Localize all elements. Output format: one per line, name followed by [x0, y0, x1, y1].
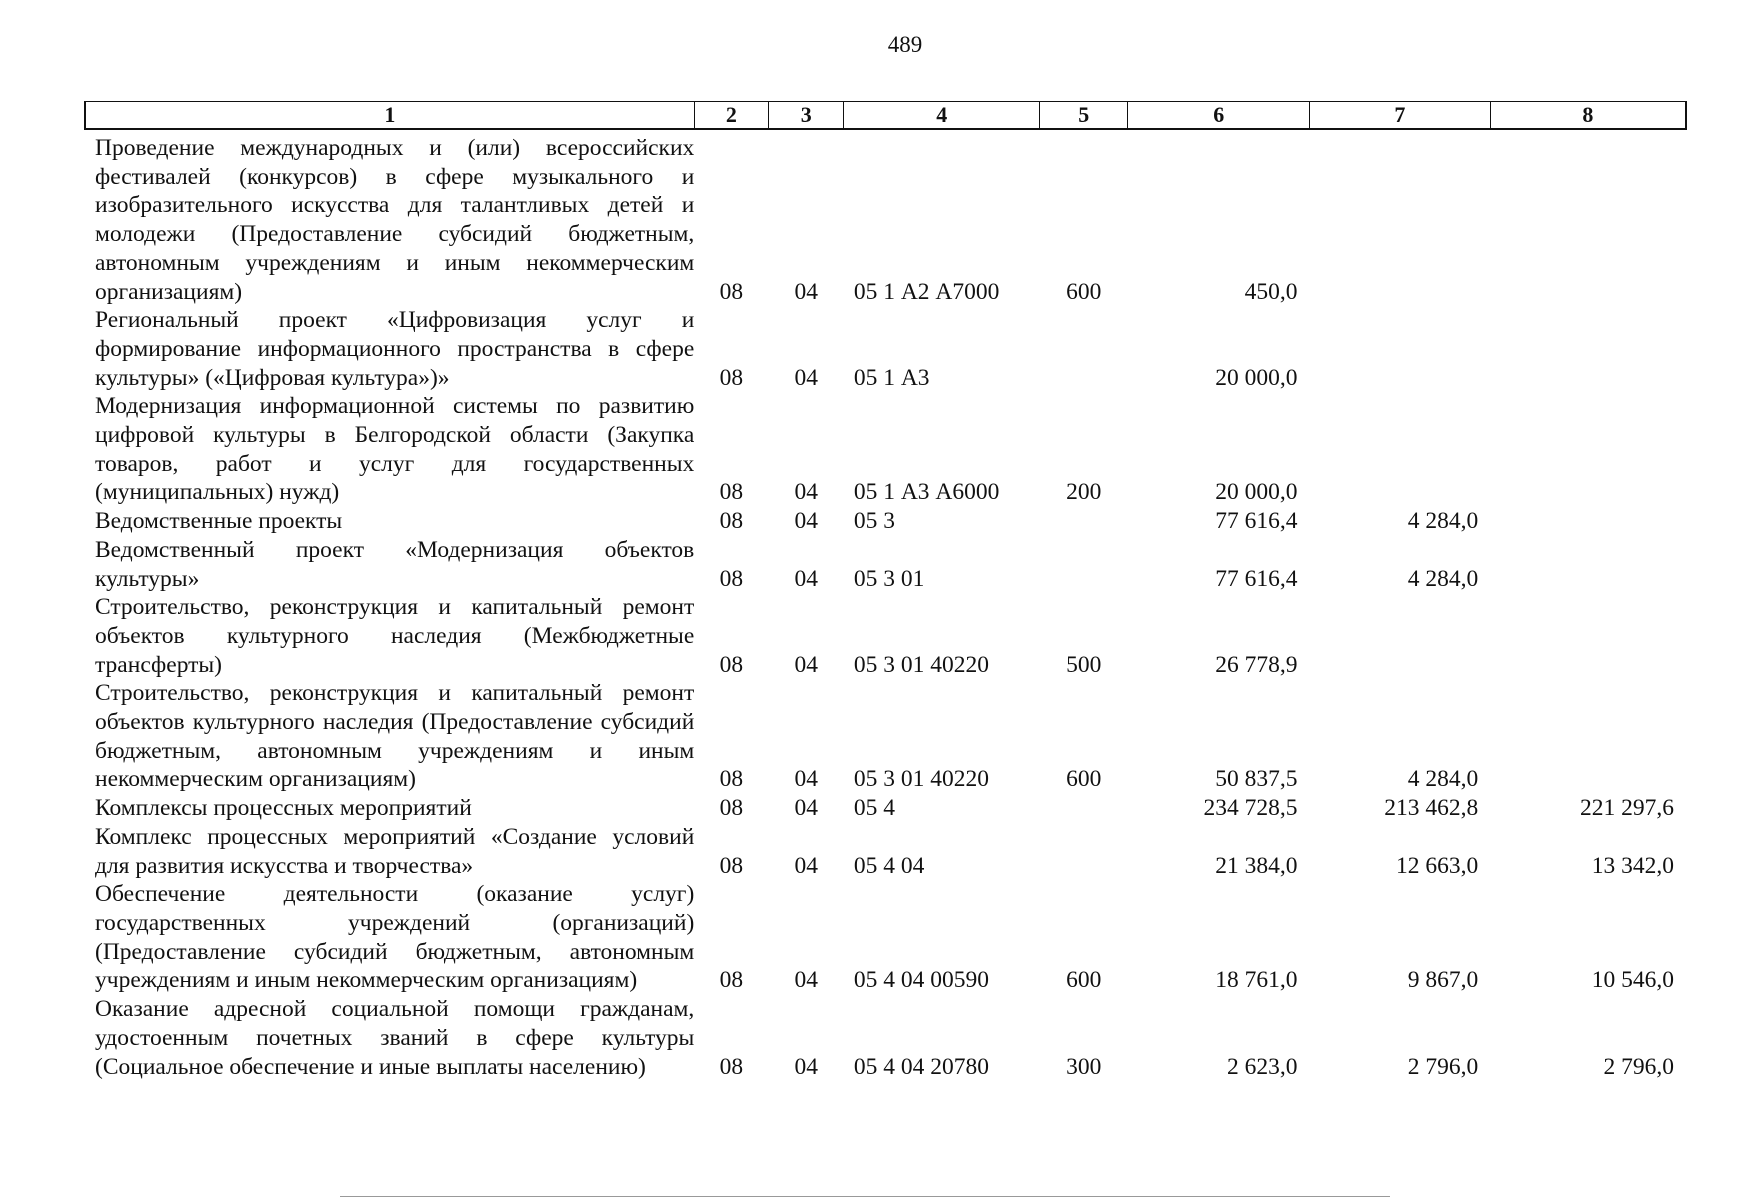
table-body [85, 129, 1686, 1081]
footer-divider [340, 1196, 1390, 1197]
expense-type-code [1040, 794, 1128, 823]
amount-col6: 21 384,0 [1215, 852, 1298, 879]
target-article-code: 05 3 01 40220 [853, 651, 989, 678]
amount-col8 [1490, 507, 1686, 536]
amount-col8: 13 342,0 [1591, 852, 1674, 879]
target-article-code: 05 4 04 [853, 852, 925, 879]
expense-type-code: 300 [1066, 1053, 1102, 1080]
amount-col8 [1490, 593, 1686, 679]
page-number: 489 [887, 32, 923, 57]
section-code: 08 [719, 795, 744, 822]
amount-col7: 12 663,0 [1395, 852, 1479, 879]
subsection-code: 04 [794, 766, 818, 793]
amount-col6: 50 837,5 [1215, 766, 1298, 793]
target-article-code: 05 3 01 [853, 565, 925, 592]
subsection-code: 04 [794, 852, 818, 879]
subsection-code: 04 [794, 278, 818, 305]
column-header-6: 6 [1128, 102, 1310, 130]
amount-col6: 26 778,9 [1215, 651, 1298, 678]
row-name: Модернизация информационной системы по развитию цифровой культуры в Белгородской области (Закупка товаров, работ и услуг для государственных (муниципальных) нужд) [95, 393, 695, 506]
expense-type-code: 600 [1066, 766, 1102, 793]
section-code: 08 [719, 508, 744, 535]
expense-type-code: 200 [1066, 479, 1102, 506]
target-article-code: 05 4 04 00590 [853, 967, 989, 994]
table-header [85, 102, 1686, 130]
table-row [85, 507, 1686, 536]
table-row [85, 129, 1686, 306]
target-article-code: 05 4 [853, 795, 895, 822]
target-article-code: 05 4 04 20780 [853, 1053, 989, 1080]
amount-col6: 2 623,0 [1227, 1053, 1298, 1080]
table-row [85, 536, 1686, 593]
amount-col8 [1490, 129, 1686, 306]
amount-col6: 18 761,0 [1215, 967, 1298, 994]
expense-type-code [1040, 823, 1128, 880]
table-row [85, 306, 1686, 392]
section-code: 08 [719, 1053, 744, 1080]
subsection-code: 04 [794, 651, 818, 678]
expense-type-code: 600 [1066, 967, 1102, 994]
header-row [85, 102, 1686, 130]
subsection-code: 04 [794, 967, 818, 994]
row-name: Обеспечение деятельности (оказание услуг) государственных учреждений (организаций) (Предоставление субсидий бюджетным, автономным учреждениям и иным некоммерческим организациям) [95, 881, 695, 994]
amount-col7: 4 284,0 [1407, 508, 1479, 535]
amount-col7 [1310, 392, 1491, 507]
column-header-1: 1 [85, 102, 694, 130]
table-row [85, 823, 1686, 880]
row-name: Строительство, реконструкция и капитальный ремонт объектов культурного наследия (Межбюджетные трансферты) [95, 594, 695, 678]
table-row [85, 794, 1686, 823]
amount-col8 [1490, 679, 1686, 794]
section-code: 08 [719, 565, 744, 592]
amount-col7: 4 284,0 [1407, 766, 1479, 793]
amount-col6: 234 728,5 [1203, 795, 1298, 822]
target-article-code: 05 1 А2 А7000 [853, 278, 1000, 305]
expense-type-code [1040, 306, 1128, 392]
section-code: 08 [719, 651, 744, 678]
expense-type-code: 600 [1066, 278, 1102, 305]
section-code: 08 [719, 479, 744, 506]
row-name: Региональный проект «Цифровизация услуг и формирование информационного пространства в сфере культуры» («Цифровая культура»)» [95, 307, 695, 391]
subsection-code: 04 [794, 508, 818, 535]
target-article-code: 05 1 А3 [853, 364, 930, 391]
subsection-code: 04 [794, 479, 818, 506]
row-name: Ведомственный проект «Модернизация объектов культуры» [95, 536, 695, 592]
table-row [85, 880, 1686, 995]
row-name: Проведение международных и (или) всероссийских фестивалей (конкурсов) в сфере музыкального и изобразительного искусства для талантливых детей и молодежи (Предоставление субсидий бюджетным, автономным учреждениям и иным некоммерческим организациям) [95, 135, 695, 305]
column-header-3: 3 [769, 102, 844, 130]
amount-col8 [1490, 536, 1686, 593]
row-name: Ведомственные проекты [95, 508, 343, 535]
expense-type-code [1040, 507, 1128, 536]
target-article-code: 05 3 01 40220 [853, 766, 989, 793]
amount-col7: 2 796,0 [1407, 1053, 1479, 1080]
column-header-5: 5 [1040, 102, 1128, 130]
section-code: 08 [719, 967, 744, 994]
section-code: 08 [719, 852, 744, 879]
amount-col6: 77 616,4 [1215, 508, 1298, 535]
subsection-code: 04 [794, 364, 818, 391]
table-row [85, 679, 1686, 794]
section-code: 08 [719, 364, 744, 391]
amount-col8 [1490, 392, 1686, 507]
target-article-code: 05 1 А3 А6000 [853, 479, 1000, 506]
amount-col8: 2 796,0 [1603, 1053, 1674, 1080]
column-header-2: 2 [694, 102, 768, 130]
section-code: 08 [719, 766, 744, 793]
section-code: 08 [719, 278, 744, 305]
expense-type-code [1040, 536, 1128, 593]
amount-col8: 221 297,6 [1580, 795, 1674, 822]
amount-col8 [1490, 306, 1686, 392]
amount-col7 [1310, 129, 1491, 306]
subsection-code: 04 [794, 1053, 818, 1080]
table-row [85, 995, 1686, 1081]
table-row [85, 593, 1686, 679]
budget-table [84, 101, 1687, 1081]
row-name: Строительство, реконструкция и капитальный ремонт объектов культурного наследия (Предоставление субсидий бюджетным, автономным учреждениям и иным некоммерческим организациям) [95, 680, 695, 793]
row-name: Комплекс процессных мероприятий «Создание условий для развития искусства и творчества» [95, 823, 695, 879]
column-header-7: 7 [1310, 102, 1491, 130]
amount-col6: 20 000,0 [1215, 364, 1298, 391]
amount-col7 [1310, 306, 1491, 392]
column-header-4: 4 [844, 102, 1040, 130]
table-row [85, 392, 1686, 507]
amount-col6: 450,0 [1244, 278, 1298, 305]
amount-col7: 4 284,0 [1407, 565, 1479, 592]
amount-col6: 20 000,0 [1215, 479, 1298, 506]
amount-col8: 10 546,0 [1591, 967, 1674, 994]
target-article-code: 05 3 [853, 508, 895, 535]
amount-col6: 77 616,4 [1215, 565, 1298, 592]
row-name: Комплексы процессных мероприятий [95, 795, 472, 822]
subsection-code: 04 [794, 795, 818, 822]
amount-col7: 9 867,0 [1407, 967, 1479, 994]
expense-type-code: 500 [1066, 651, 1102, 678]
row-name: Оказание адресной социальной помощи гражданам, удостоенным почетных званий в сфере культуры (Социальное обеспечение и иные выплаты населению) [95, 996, 695, 1080]
amount-col7: 213 462,8 [1384, 795, 1479, 822]
amount-col7 [1310, 593, 1491, 679]
column-header-8: 8 [1490, 102, 1686, 130]
subsection-code: 04 [794, 565, 818, 592]
